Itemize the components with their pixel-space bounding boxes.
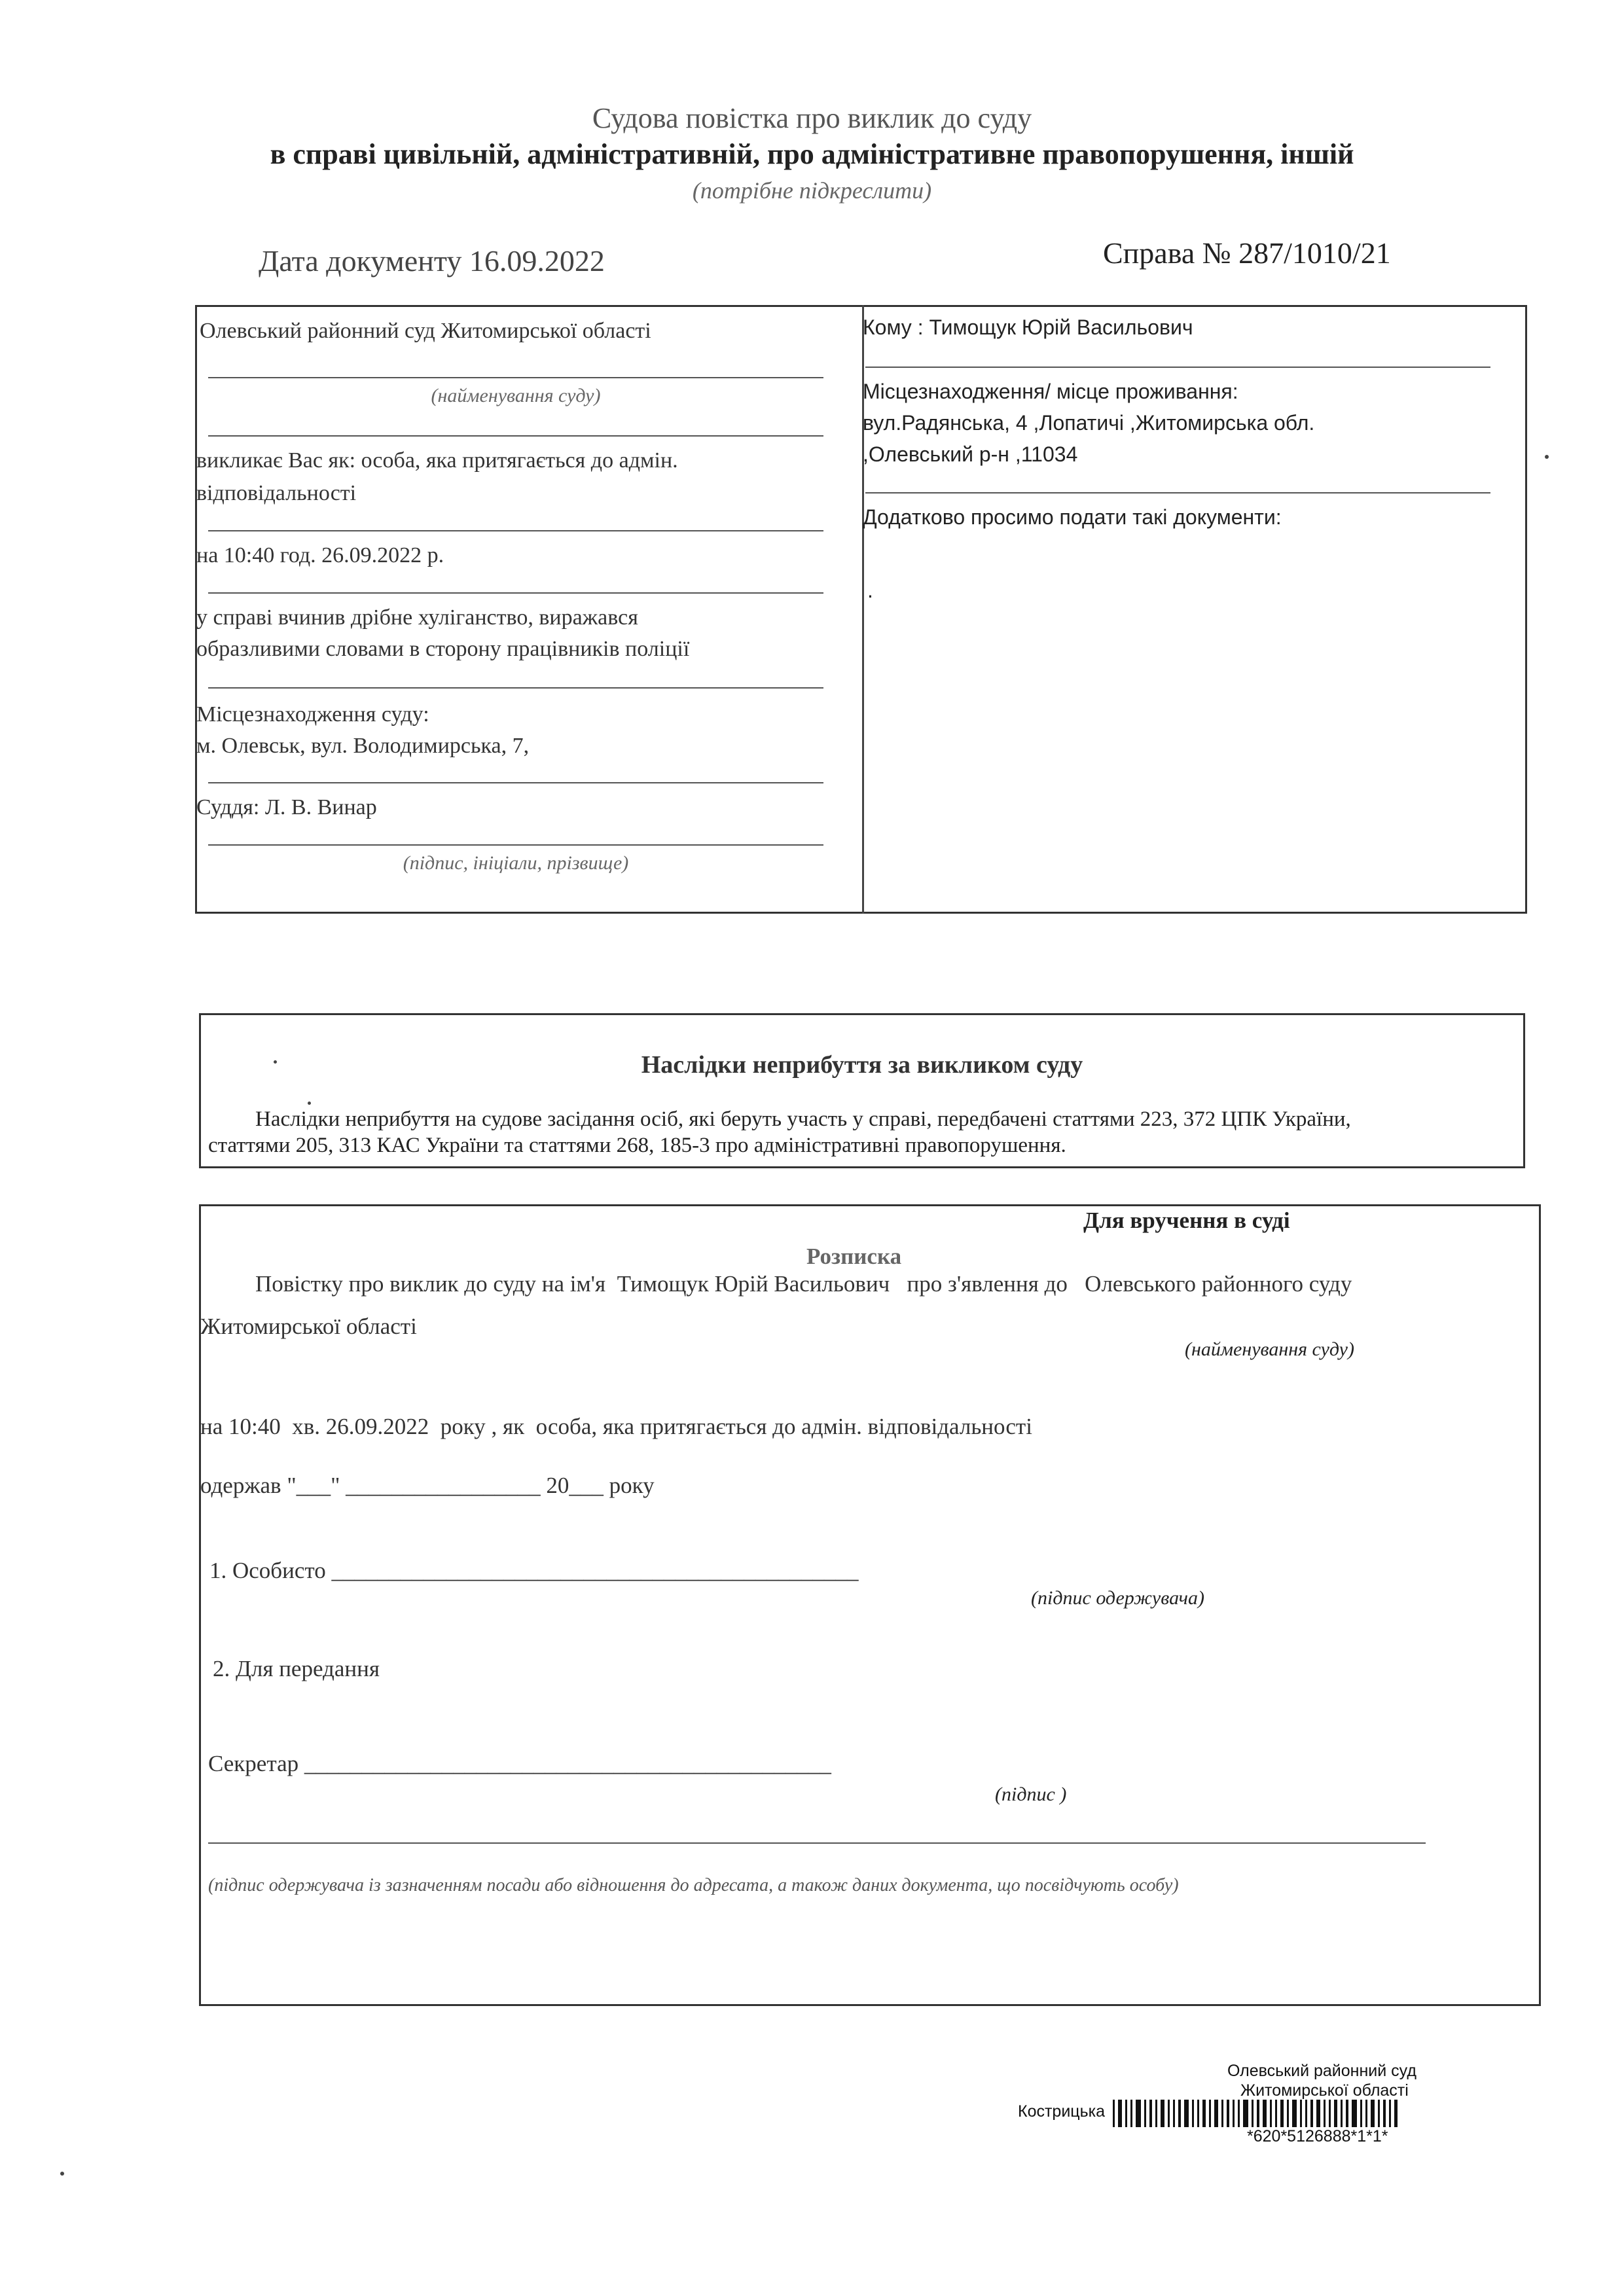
barcode-bar	[1155, 2100, 1157, 2127]
barcode-bar	[1280, 2100, 1284, 2127]
document-date: Дата документу 16.09.2022	[259, 244, 605, 278]
receipt-time: на 10:40 хв. 26.09.2022 року , як особа, яка притягається до адмін. відповідальності	[200, 1414, 1032, 1439]
barcode-bar	[1270, 2100, 1272, 2127]
barcode-bar	[1173, 2100, 1175, 2127]
summons-subtitle: в справі цивільній, адміністративній, про адміністративне правопорушення, іншій	[270, 138, 1354, 170]
barcode-bar	[1144, 2100, 1146, 2127]
documents-request: Додатково просимо подати такі документи:	[863, 505, 1282, 529]
barcode-bar	[1197, 2100, 1199, 2127]
documents-value: .	[867, 579, 873, 602]
barcode-bar	[1389, 2100, 1391, 2127]
receipt-line: Повістку про виклик до суду на ім'я Тимощук Юрій Васильович про з'явлення до Олевського районного суду	[255, 1271, 1352, 1297]
divider	[208, 435, 823, 437]
personally-line: 1. Особисто ______________________________________________	[209, 1558, 859, 1583]
barcode-bar	[1287, 2100, 1289, 2127]
barcode-bar	[1371, 2100, 1375, 2127]
divider	[208, 844, 823, 846]
barcode-bar	[1378, 2100, 1380, 2127]
barcode-bar	[1394, 2100, 1398, 2127]
barcode-bar	[1192, 2100, 1194, 2127]
barcode-bar	[1130, 2100, 1132, 2127]
barcode-bar	[1214, 2100, 1218, 2127]
barcode-bar	[1324, 2100, 1326, 2127]
barcode-bar	[1334, 2100, 1337, 2127]
barcode-bar	[1383, 2100, 1386, 2127]
barcode-bar	[1329, 2100, 1331, 2127]
scan-speck	[60, 2172, 64, 2176]
case-number: Справа № 287/1010/21	[1103, 236, 1391, 270]
signature-line	[208, 1842, 1426, 1844]
stamp-name: Кострицька	[1018, 2102, 1106, 2121]
divider	[208, 530, 823, 531]
called-as: викликає Вас як: особа, яка притягається до адмін.	[196, 448, 678, 473]
barcode	[1113, 2100, 1427, 2127]
secretary-line: Секретар ______________________________________________	[208, 1751, 831, 1776]
barcode-bar	[1238, 2100, 1240, 2127]
barcode-bar	[1365, 2100, 1367, 2127]
barcode-bar	[1346, 2100, 1348, 2127]
divider	[865, 367, 1490, 368]
underline-note: (потрібне підкреслити)	[692, 177, 932, 204]
barcode-bar	[1161, 2100, 1164, 2127]
receipt-title: Розписка	[806, 1244, 902, 1269]
barcode-bar	[1243, 2100, 1248, 2127]
recipient-signature-caption: (підпис одержувача)	[1031, 1587, 1204, 1609]
case-description-cont: образливими словами в сторону працівників поліції	[196, 637, 690, 661]
address: вул.Радянська, 4 ,Лопатичі ,Житомирська обл.	[863, 411, 1315, 435]
received-line: одержав "___" _________________ 20___ року	[200, 1473, 655, 1498]
barcode-bar	[1257, 2100, 1259, 2127]
divider	[208, 782, 823, 783]
divider	[208, 377, 823, 378]
barcode-bar	[1263, 2100, 1267, 2127]
barcode-bar	[1227, 2100, 1229, 2127]
summons-title: Судова повістка про виклик до суду	[592, 102, 1032, 134]
barcode-bar	[1118, 2100, 1122, 2127]
address-cont: ,Олевський р-н ,11034	[863, 442, 1078, 466]
signature-caption: (підпис )	[995, 1784, 1067, 1805]
consequences-text	[208, 1106, 1511, 1158]
barcode-bar	[1233, 2100, 1235, 2127]
court-name: Олевський районний суд Житомирської області	[200, 319, 651, 343]
barcode-bar	[1113, 2100, 1115, 2127]
barcode-bar	[1149, 2100, 1152, 2127]
court-location-label: Місцезнаходження суду:	[196, 702, 429, 726]
case-description: у справі вчинив дрібне хуліганство, виражався	[196, 605, 638, 630]
barcode-bar	[1316, 2100, 1320, 2127]
footer-caption: (підпис одержувача із зазначенням посади або відношення до адресата, а також даних документа, що посвідчують особу)	[208, 1875, 1179, 1895]
barcode-bar	[1341, 2100, 1343, 2127]
barcode-bar	[1168, 2100, 1170, 2127]
consequences-line: Наслідки неприбуття на судове засідання осіб, які беруть участь у справі, передбачені статтями 223, 372 ЦПК України,	[255, 1107, 1351, 1131]
scan-speck	[308, 1102, 311, 1105]
barcode-bar	[1305, 2100, 1307, 2127]
barcode-bar	[1275, 2100, 1277, 2127]
stamp-court-line2: Житомирської області	[1240, 2081, 1409, 2100]
barcode-bar	[1310, 2100, 1313, 2127]
barcode-bar	[1178, 2100, 1181, 2127]
barcode-bar	[1300, 2100, 1302, 2127]
barcode-text: *620*5126888*1*1*	[1247, 2127, 1388, 2145]
barcode-bar	[1184, 2100, 1189, 2127]
barcode-bar	[1136, 2100, 1141, 2127]
addressee: Кому : Тимощук Юрій Васильович	[863, 315, 1193, 339]
barcode-bar	[1252, 2100, 1254, 2127]
for-court-label: Для вручення в суді	[1083, 1208, 1290, 1233]
consequences-title: Наслідки неприбуття за викликом суду	[641, 1051, 1083, 1079]
barcode-bar	[1360, 2100, 1362, 2127]
for-transfer: 2. Для передання	[213, 1656, 380, 1681]
hearing-time: на 10:40 год. 26.09.2022 р.	[196, 543, 444, 567]
judge-caption: (підпис, ініціали, прізвище)	[403, 852, 629, 874]
court-location: м. Олевськ, вул. Володимирська, 7,	[196, 734, 530, 758]
consequences-line: статтями 205, 313 КАС України та статтями 268, 185-3 про адміністративні правопорушення.	[208, 1134, 1066, 1157]
barcode-bar	[1352, 2100, 1357, 2127]
address-label: Місцезнаходження/ місце проживання:	[863, 380, 1238, 403]
divider	[208, 592, 823, 594]
divider	[865, 492, 1490, 493]
barcode-bar	[1125, 2100, 1127, 2127]
stamp-court-line1: Олевський районний суд	[1227, 2062, 1416, 2080]
barcode-bar	[1202, 2100, 1206, 2127]
divider	[208, 687, 823, 689]
scan-speck	[1545, 455, 1549, 459]
called-as-cont: відповідальності	[196, 481, 357, 505]
barcode-bar	[1209, 2100, 1211, 2127]
receipt-line-cont: Житомирської області	[200, 1314, 417, 1339]
barcode-bar	[1221, 2100, 1223, 2127]
court-name-caption: (найменування суду)	[431, 385, 601, 406]
judge: Суддя: Л. В. Винар	[196, 795, 377, 819]
court-caption: (найменування суду)	[1185, 1338, 1354, 1360]
barcode-bar	[1292, 2100, 1297, 2127]
scan-speck	[274, 1060, 277, 1064]
